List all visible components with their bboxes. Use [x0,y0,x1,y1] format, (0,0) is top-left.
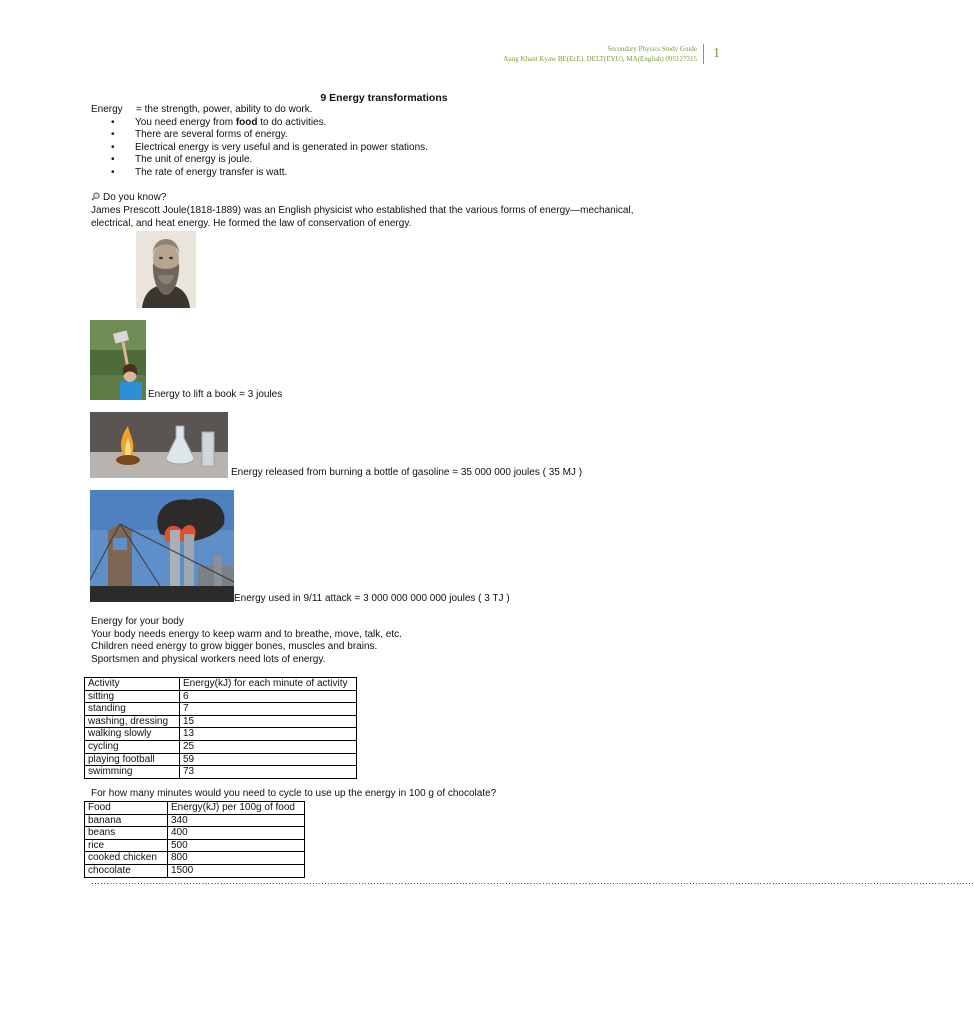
table-cell: 59 [180,753,357,766]
activity-energy-table [84,677,357,779]
attack-energy-caption: Energy used in 9/11 attack = 3 000 000 000 000 joules ( 3 TJ ) [234,593,510,604]
table-cell: 73 [180,766,357,779]
table-cell: cycling [85,740,180,753]
list-item: • Electrical energy is very useful and is generated in power stations. [91,142,428,154]
table-header-cell: Energy(kJ) for each minute of activity [180,678,357,691]
list-item: • The unit of energy is joule. [91,154,428,166]
table-cell: 500 [168,839,305,852]
table-cell: swimming [85,766,180,779]
girl-lifting-book-image [90,320,146,400]
joule-paragraph: James Prescott Joule(1818-1889) was an English physicist who established that the various forms of energy—mechanical, electrical, and heat energy. He formed the law of conservation of energy. [91,205,634,229]
answer-dotted-line[interactable]: ……………………………………………………………………………………………………………………………………………………………………………………………………………………………………………………………… [91,876,974,886]
table-row [85,728,357,741]
table-cell: standing [85,703,180,716]
table-cell: walking slowly [85,728,180,741]
table-header-cell: Activity [85,678,180,691]
table-header-cell: Energy(kJ) per 100g of food [168,802,305,815]
page-header [503,44,720,64]
table-cell: banana [85,814,168,827]
definition-label: Energy [91,104,123,115]
page-title: 9 Energy transformations [320,92,448,104]
table-row [85,839,305,852]
table-row [85,852,305,865]
table-row [85,753,357,766]
bullet-text: to do activities. [257,117,327,128]
table-cell: playing football [85,753,180,766]
book-energy-caption: Energy to lift a book = 3 joules [148,389,283,400]
table-cell: cooked chicken [85,852,168,865]
table-row [85,740,357,753]
nine-eleven-bridge-image [90,490,234,602]
page-number: 1 [713,46,720,61]
body-energy-line: Your body needs energy to keep warm and to breathe, move, talk, etc. [91,628,402,640]
table-cell: 6 [180,690,357,703]
table-cell: chocolate [85,864,168,877]
list-item: • The rate of energy transfer is watt. [91,167,428,179]
table-cell: washing, dressing [85,715,180,728]
table-cell: rice [85,839,168,852]
table-row [85,814,305,827]
body-energy-line: Sportsmen and physical workers need lots of energy. [91,653,326,665]
table-cell: 7 [180,703,357,716]
table-header-row [85,802,305,815]
body-energy-line: Children need energy to grow bigger bones, muscles and brains. [91,641,378,652]
table-cell: 1500 [168,864,305,877]
table-row [85,827,305,840]
table-cell: 15 [180,715,357,728]
food-energy-table [84,801,305,878]
table-row [85,703,357,716]
do-you-know-text: Do you know? [103,192,167,203]
list-item [91,117,428,129]
header-lines [503,44,704,64]
table-cell: 340 [168,814,305,827]
table-cell: 800 [168,852,305,865]
table-header-cell: Food [85,802,168,815]
table-cell: 13 [180,728,357,741]
header-title: Secondary Physics Study Guide [607,45,697,53]
table-row [85,766,357,779]
bullet-text: You need energy from [135,117,236,128]
list-item: • There are several forms of energy. [91,129,428,141]
burning-gasoline-image [90,412,228,478]
energy-definition [91,104,312,117]
chocolate-question: For how many minutes would you need to cycle to use up the energy in 100 g of chocolate? [91,788,497,799]
magnifier-icon [91,192,100,201]
table-row [85,715,357,728]
table-cell: 25 [180,740,357,753]
table-header-row [85,678,357,691]
bullet-bold-word: food [235,117,258,128]
table-cell: beans [85,827,168,840]
table-cell: 400 [168,827,305,840]
table-row [85,690,357,703]
body-energy-heading: Energy for your body [91,616,184,627]
table-cell: sitting [85,690,180,703]
body-energy-section [91,616,402,666]
do-you-know-heading [91,192,166,205]
definition-text: = the strength, power, ability to do work. [136,104,313,115]
joule-portrait-image [136,231,196,308]
energy-bullet-list [91,117,428,179]
header-author: Aung Khant Kyaw BE(EcE), DELT(EYU), MA(English) 095127315 [503,55,697,63]
gasoline-energy-caption: Energy released from burning a bottle of gasoline = 35 000 000 joules ( 35 MJ ) [231,467,583,478]
